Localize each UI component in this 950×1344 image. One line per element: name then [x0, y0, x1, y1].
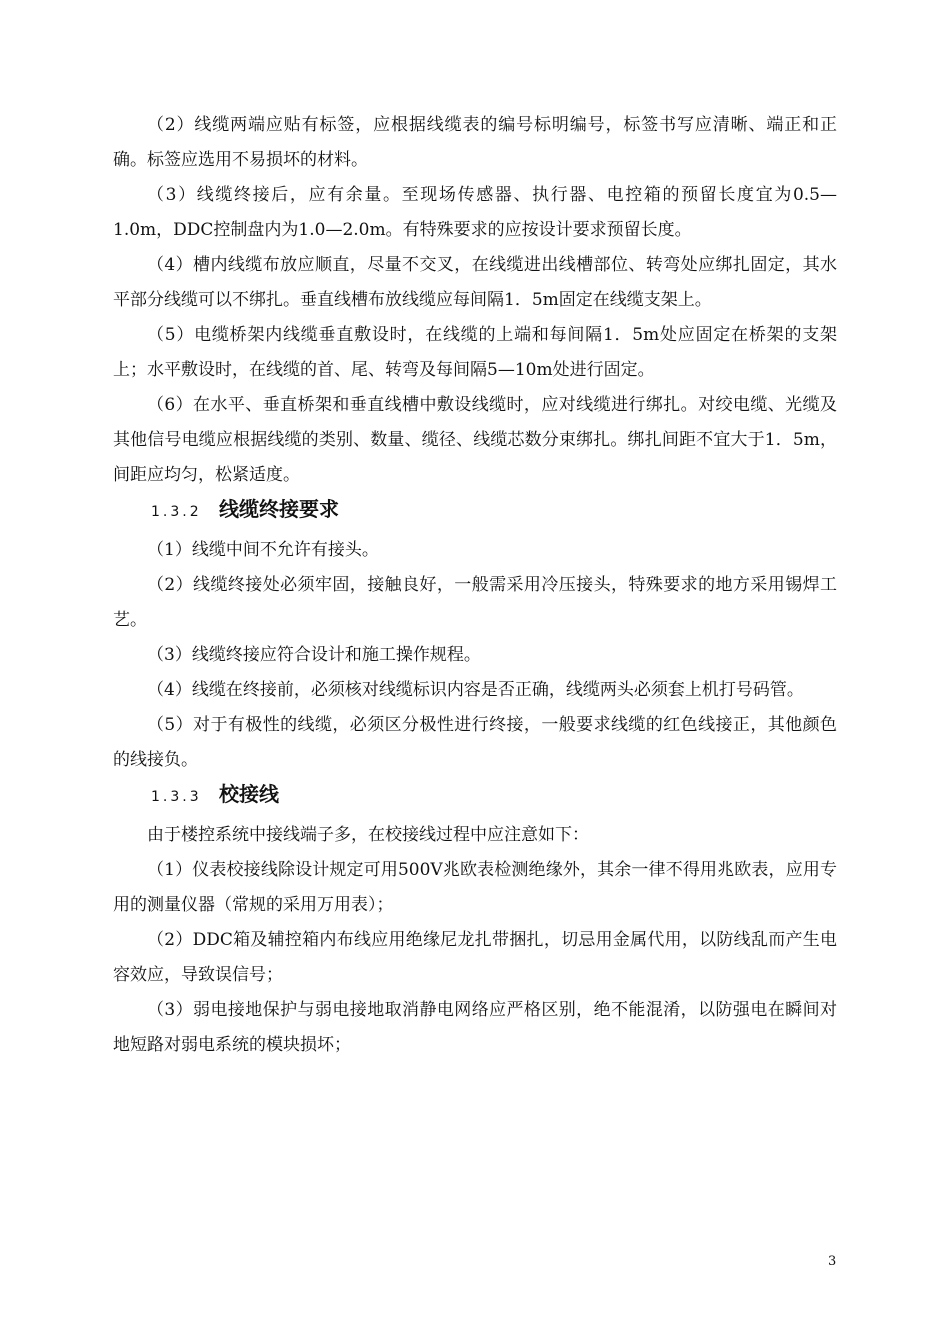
section-title: 校接线 — [219, 782, 279, 806]
paragraph: （4）槽内线缆布放应顺直，尽量不交叉，在线缆进出线槽部位、转弯处应绑扎固定，其水平部分线缆可以不绑扎。垂直线槽布放线缆应每间隔1．5m固定在线缆支架上。 — [113, 255, 837, 310]
section-number: 1.3.2 — [151, 504, 202, 520]
section-title: 线缆终接要求 — [219, 497, 339, 521]
paragraph: （3）线缆终接后，应有余量。至现场传感器、执行器、电控箱的预留长度宜为0.5—1.0m，DDC控制盘内为1.0—2.0m。有特殊要求的应按设计要求预留长度。 — [113, 185, 837, 240]
paragraph: （4）线缆在终接前，必须核对线缆标识内容是否正确，线缆两头必须套上机打号码管。 — [147, 680, 804, 700]
paragraph: 由于楼控系统中接线端子多，在校接线过程中应注意如下： — [147, 825, 589, 845]
paragraph: （5）对于有极性的线缆，必须区分极性进行终接，一般要求线缆的红色线接正，其他颜色的线接负。 — [113, 715, 837, 770]
section-heading-1-3-3 — [113, 778, 837, 818]
paragraph: （2）DDC箱及辅控箱内布线应用绝缘尼龙扎带捆扎，切忌用金属代用，以防线乱而产生电容效应，导致误信号； — [113, 930, 837, 985]
paragraph: （1）仪表校接线除设计规定可用500V兆欧表检测绝缘外，其余一律不得用兆欧表，应用专用的测量仪器（常规的采用万用表）； — [113, 860, 837, 915]
section-number: 1.3.3 — [151, 789, 202, 805]
paragraph: （2）线缆终接处必须牢固，接触良好，一般需采用冷压接头，特殊要求的地方采用锡焊工艺。 — [113, 575, 837, 630]
paragraph: （1）线缆中间不允许有接头。 — [147, 540, 379, 560]
section-heading-1-3-2 — [113, 493, 837, 533]
paragraph: （2）线缆两端应贴有标签，应根据线缆表的编号标明编号，标签书写应清晰、端正和正确。标签应选用不易损坏的材料。 — [113, 115, 837, 170]
paragraph: （3）弱电接地保护与弱电接地取消静电网络应严格区别，绝不能混淆，以防强电在瞬间对地短路对弱电系统的模块损坏； — [113, 1000, 837, 1055]
paragraph: （6）在水平、垂直桥架和垂直线槽中敷设线缆时，应对线缆进行绑扎。对绞电缆、光缆及其他信号电缆应根据线缆的类别、数量、缆径、线缆芯数分束绑扎。绑扎间距不宜大于1．5m，间距应均匀，松紧适度。 — [113, 395, 837, 485]
paragraph: （3）线缆终接应符合设计和施工操作规程。 — [147, 645, 481, 665]
page-content — [113, 108, 837, 1063]
paragraph: （5）电缆桥架内线缆垂直敷设时，在线缆的上端和每间隔1．5m处应固定在桥架的支架上；水平敷设时，在线缆的首、尾、转弯及每间隔5—10m处进行固定。 — [113, 325, 837, 380]
page-number: 3 — [828, 1254, 837, 1269]
